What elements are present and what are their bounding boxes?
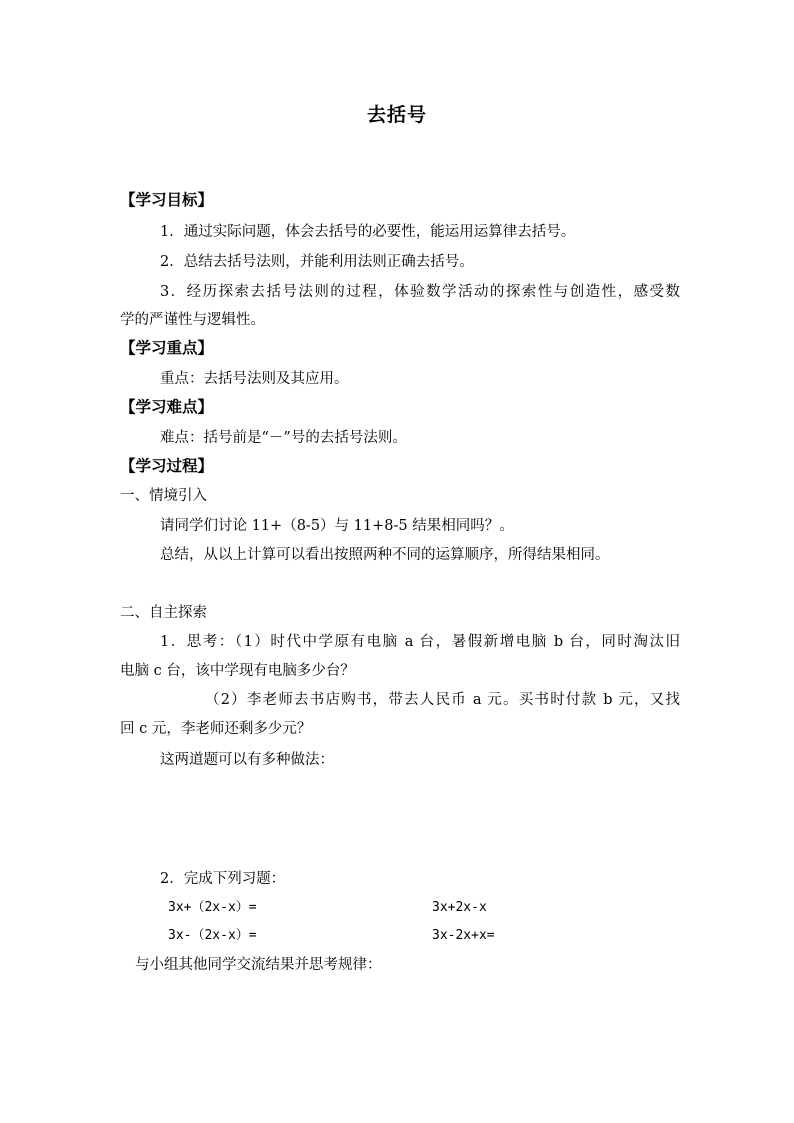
- part1-line-2: 总结，从以上计算可以看出按照两种不同的运算顺序，所得结果相同。: [160, 547, 610, 563]
- difficulty-heading: 【学习难点】: [120, 397, 214, 416]
- key-point-text: 重点：去括号法则及其应用。: [160, 371, 349, 387]
- question-1-line-2: 电脑 c 台，该中学现有电脑多少台？: [120, 663, 355, 679]
- question-2-line-1: （2）李老师去书店购书，带去人民币 a 元。买书时付款 b 元，又找: [205, 692, 680, 708]
- objective-item-1: 1．通过实际问题，体会去括号的必要性，能运用运算律去括号。: [160, 224, 576, 240]
- exercise-heading: 2．完成下列习题：: [160, 871, 286, 887]
- exercise-b2: 3x-2x+x=: [432, 928, 495, 943]
- part1-line-1: 请同学们讨论 11+（8-5）与 11+8-5 结果相同吗？。: [160, 518, 514, 534]
- objective-item-3-line-2: 学的严谨性与逻辑性。: [120, 312, 265, 328]
- exercise-b1: 3x+2x-x: [432, 900, 487, 915]
- question-1-line-1: 1．思考：（1）时代中学原有电脑 a 台，暑假新增电脑 b 台，同时淘汰旧: [160, 634, 680, 650]
- key-point-heading: 【学习重点】: [120, 338, 214, 357]
- group-discussion-text: 与小组其他同学交流结果并思考规律：: [135, 957, 382, 973]
- objectives-heading: 【学习目标】: [120, 190, 214, 209]
- exercise-a2: 3x-（2x-x）=: [168, 928, 257, 943]
- part1-heading: 一、情境引入: [120, 488, 207, 504]
- question-2-line-2: 回 c 元，李老师还剩多少元？: [120, 721, 312, 737]
- part2-heading: 二、自主探索: [120, 605, 207, 621]
- page-title: 去括号: [366, 104, 427, 126]
- difficulty-text: 难点：括号前是“－”号的去括号法则。: [160, 430, 407, 446]
- exercise-a1: 3x+（2x-x）=: [168, 900, 257, 915]
- methods-text: 这两道题可以有多种做法：: [160, 752, 334, 768]
- objective-item-3-line-1: 3．经历探索去括号法则的过程，体验数学活动的探索性与创造性，感受数: [160, 284, 680, 300]
- objective-item-2: 2．总结去括号法则，并能利用法则正确去括号。: [160, 254, 474, 270]
- process-heading: 【学习过程】: [120, 456, 214, 475]
